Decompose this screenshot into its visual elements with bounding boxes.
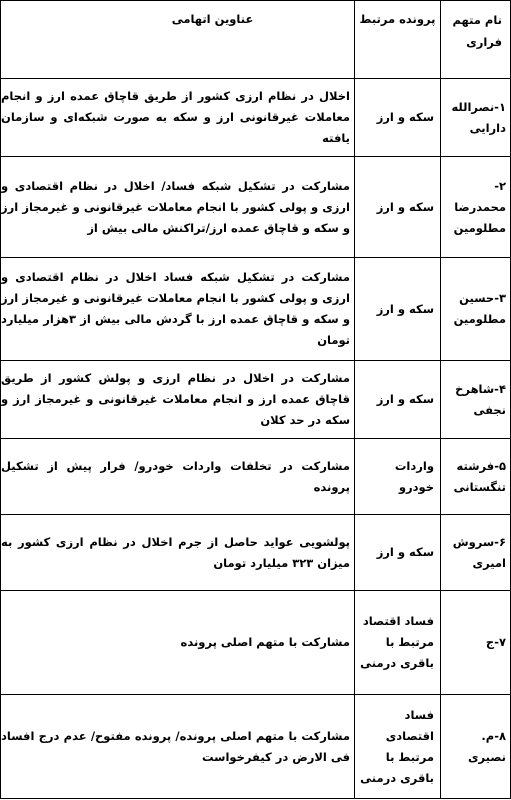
- related-case: سکه و ارز: [355, 79, 441, 157]
- defendant-name: ۲-محمدرضا مطلومین: [441, 157, 511, 258]
- charges: مشارکت با متهم اصلی پرونده: [1, 591, 355, 695]
- table-row: [1, 439, 511, 515]
- table-row: [1, 515, 511, 591]
- related-case: فساد اقتصاد مرتبط با باقری درمنی: [355, 591, 441, 695]
- table-row: [1, 695, 511, 799]
- defendant-name: ۶-سروش امیری: [441, 515, 511, 591]
- charges: مشارکت در اخلال در نظام ارزی و پولش کشور از طریق قاچاق عمده ارز و انجام معاملات غیرقانونی و غیرمجاز ارز و سکه در حد کلان: [1, 361, 355, 439]
- defendant-name: ۳-حسین مطلومین: [441, 258, 511, 361]
- table-row: [1, 157, 511, 258]
- header-case: پرونده مرتبط: [355, 1, 441, 79]
- related-case: سکه و ارز: [355, 515, 441, 591]
- charges: مشارکت در تشکیل شبکه فساد اخلال در نظام اقتصادی و ارزی و پولی کشور با انجام معاملات غیرقانونی و غیرمجاز ارز و سکه و قاچاق عمده ارز با گردش مالی بیش از ۳هزار میلیارد تومان: [1, 258, 355, 361]
- charges: مشارکت در تشکیل شبکه فساد/ اخلال در نظام اقتصادی و ارزی و پولی کشور با انجام معاملات غیرقانونی و غیرمجاز ارز و سکه و قاچاق عمده ارز/تراکنش مالی بیش از: [1, 157, 355, 258]
- table-header-row: [1, 1, 511, 79]
- charges: اخلال در نظام ارزی کشور از طریق قاچاق عمده ارز و انجام معاملات غیرقانونی ارز و سکه به صورت شبکه‌ای و سازمان یافته: [1, 79, 355, 157]
- table-row: [1, 258, 511, 361]
- defendant-name: ۷-ج: [441, 591, 511, 695]
- related-case: واردات خودرو: [355, 439, 441, 515]
- table-row: [1, 79, 511, 157]
- charges: مشارکت با متهم اصلی پرونده/ پرونده مفتوح/ عدم درج افساد فی الارض در کیفرخواست: [1, 695, 355, 799]
- defendant-name: ۱-نصرالله دارایی: [441, 79, 511, 157]
- related-case: سکه و ارز: [355, 361, 441, 439]
- defendant-name: ۴-شاهرخ نجفی: [441, 361, 511, 439]
- defendant-name: ۵-فرشته تنگستانی: [441, 439, 511, 515]
- charges: مشارکت در تخلفات واردات خودرو/ فرار پیش از تشکیل پرونده: [1, 439, 355, 515]
- header-charges: عناوین اتهامی: [1, 1, 355, 79]
- related-case: فساد اقتصادی مرتبط با باقری درمنی: [355, 695, 441, 799]
- table-row: [1, 361, 511, 439]
- related-case: سکه و ارز: [355, 258, 441, 361]
- related-case: سکه و ارز: [355, 157, 441, 258]
- header-name: نام متهم فراری: [441, 1, 511, 79]
- table-row: [1, 591, 511, 695]
- defendant-name: ۸-م. نصیری: [441, 695, 511, 799]
- charges: پولشویی عواید حاصل از جرم اخلال در نظام ارزی کشور به میزان ۳۲۳ میلیارد تومان: [1, 515, 355, 591]
